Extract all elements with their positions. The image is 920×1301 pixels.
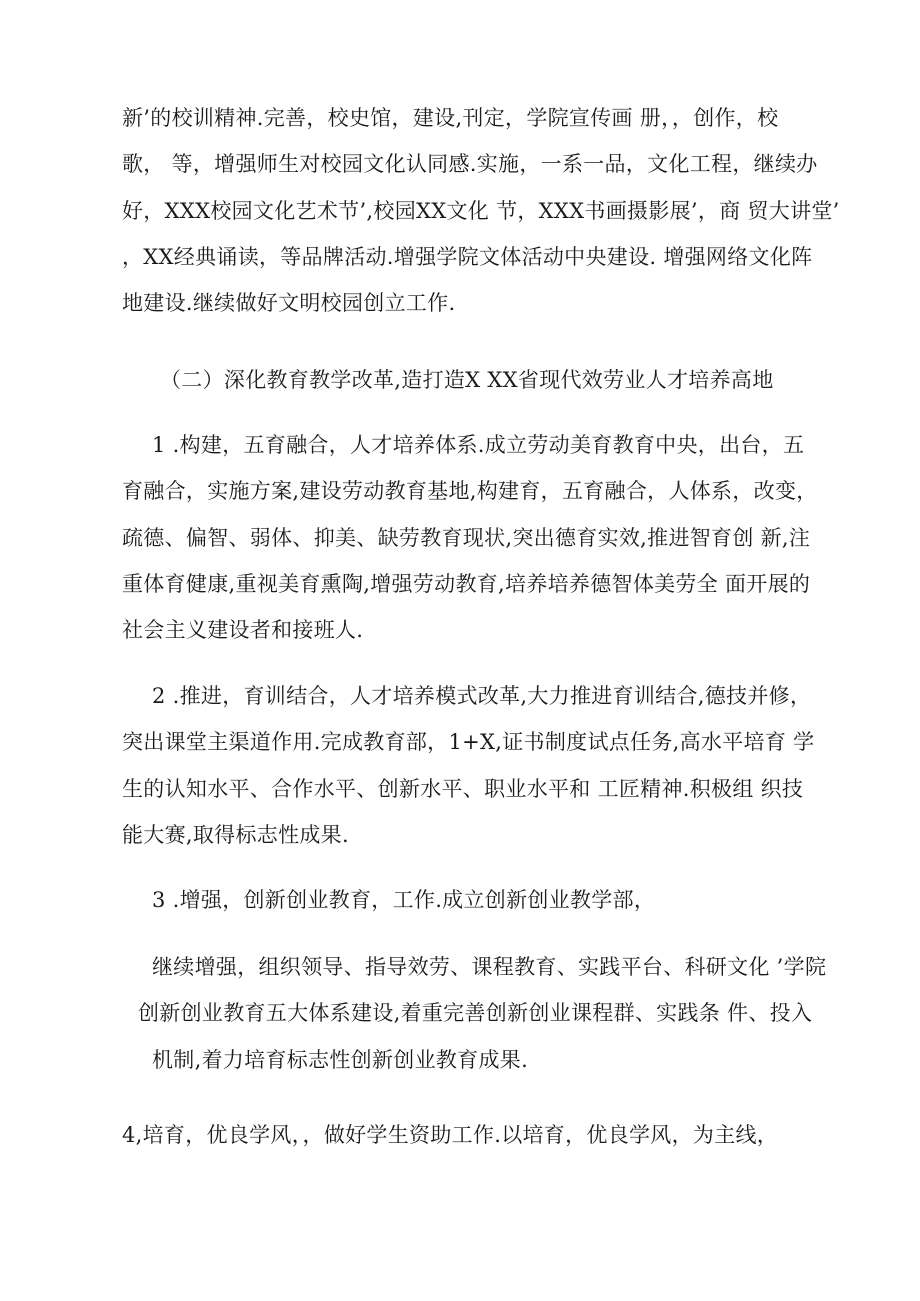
section-heading: （二）深化教育教学改革,造打造X XX省现代效劳业人才培养高地 <box>160 368 774 392</box>
paragraph-line: 生的认知水平、合作水平、创新水平、职业水平和 工匠精神.积极组 织技 <box>122 777 804 801</box>
paragraph-line: 社会主义建设者和接班人. <box>122 618 364 642</box>
paragraph-line: 地建设.继续做好文明校园创立工作. <box>122 291 456 315</box>
paragraph-line: 继续增强，组织领导、指导效劳、课程教育、实践平台、科研文化 ’学院 <box>152 955 827 979</box>
paragraph-line: 4,培育，优良学风，，做好学生资助工作.以培育，优良学风，为主线， <box>122 1123 779 1147</box>
paragraph-line: 歌， 等，增强师生对校园文化认同感.实施，一系一品，文化工程，继续办 <box>122 152 818 176</box>
paragraph-line: 创新创业教育五大体系建设,着重完善创新创业课程群、实践条 件、投入 <box>138 1001 813 1025</box>
paragraph-line: 能大赛,取得标志性成果. <box>122 823 349 847</box>
paragraph-line: 1 .构建，五育融合，人才培养体系.成立劳动美育教育中央，出台，五 <box>152 433 805 457</box>
paragraph-line: 新’的校训精神.完善，校史馆，建设,刊定，学院宣传画 册，，创作，校 <box>122 106 779 130</box>
paragraph-line: 3 .增强，创新创业教育，工作.成立创新创业教学部， <box>152 888 656 912</box>
paragraph-line: 2 .推进，育训结合，人才培养模式改革,大力推进育训结合,德技并修， <box>152 684 812 708</box>
paragraph-line: ，XX经典诵读，等品牌活动.增强学院文体活动中央建设. 增强网络文化阵 <box>122 245 813 269</box>
paragraph-line: 疏德、偏智、弱体、抑美、缺劳教育现状,突出德育实效,推进智育创 新,注 <box>122 526 811 550</box>
paragraph-line: 育融合，实施方案,建设劳动教育基地,构建育，五育融合，人体系，改变， <box>122 479 818 503</box>
paragraph-line: 机制,着力培育标志性创新创业教育成果. <box>152 1048 529 1072</box>
paragraph-line: 重体育健康,重视美育熏陶,增强劳动教育,培养培养德智体美劳全 面开展的 <box>122 572 811 596</box>
paragraph-line: 突出课堂主渠道作用.完成教育部，1+X,证书制度试点任务,高水平培育 学 <box>122 730 815 754</box>
paragraph-line: 好，XXX校园文化艺术节’,校园XX文化 节，XXX书画摄影展’，商 贸大讲堂’ <box>122 199 840 223</box>
